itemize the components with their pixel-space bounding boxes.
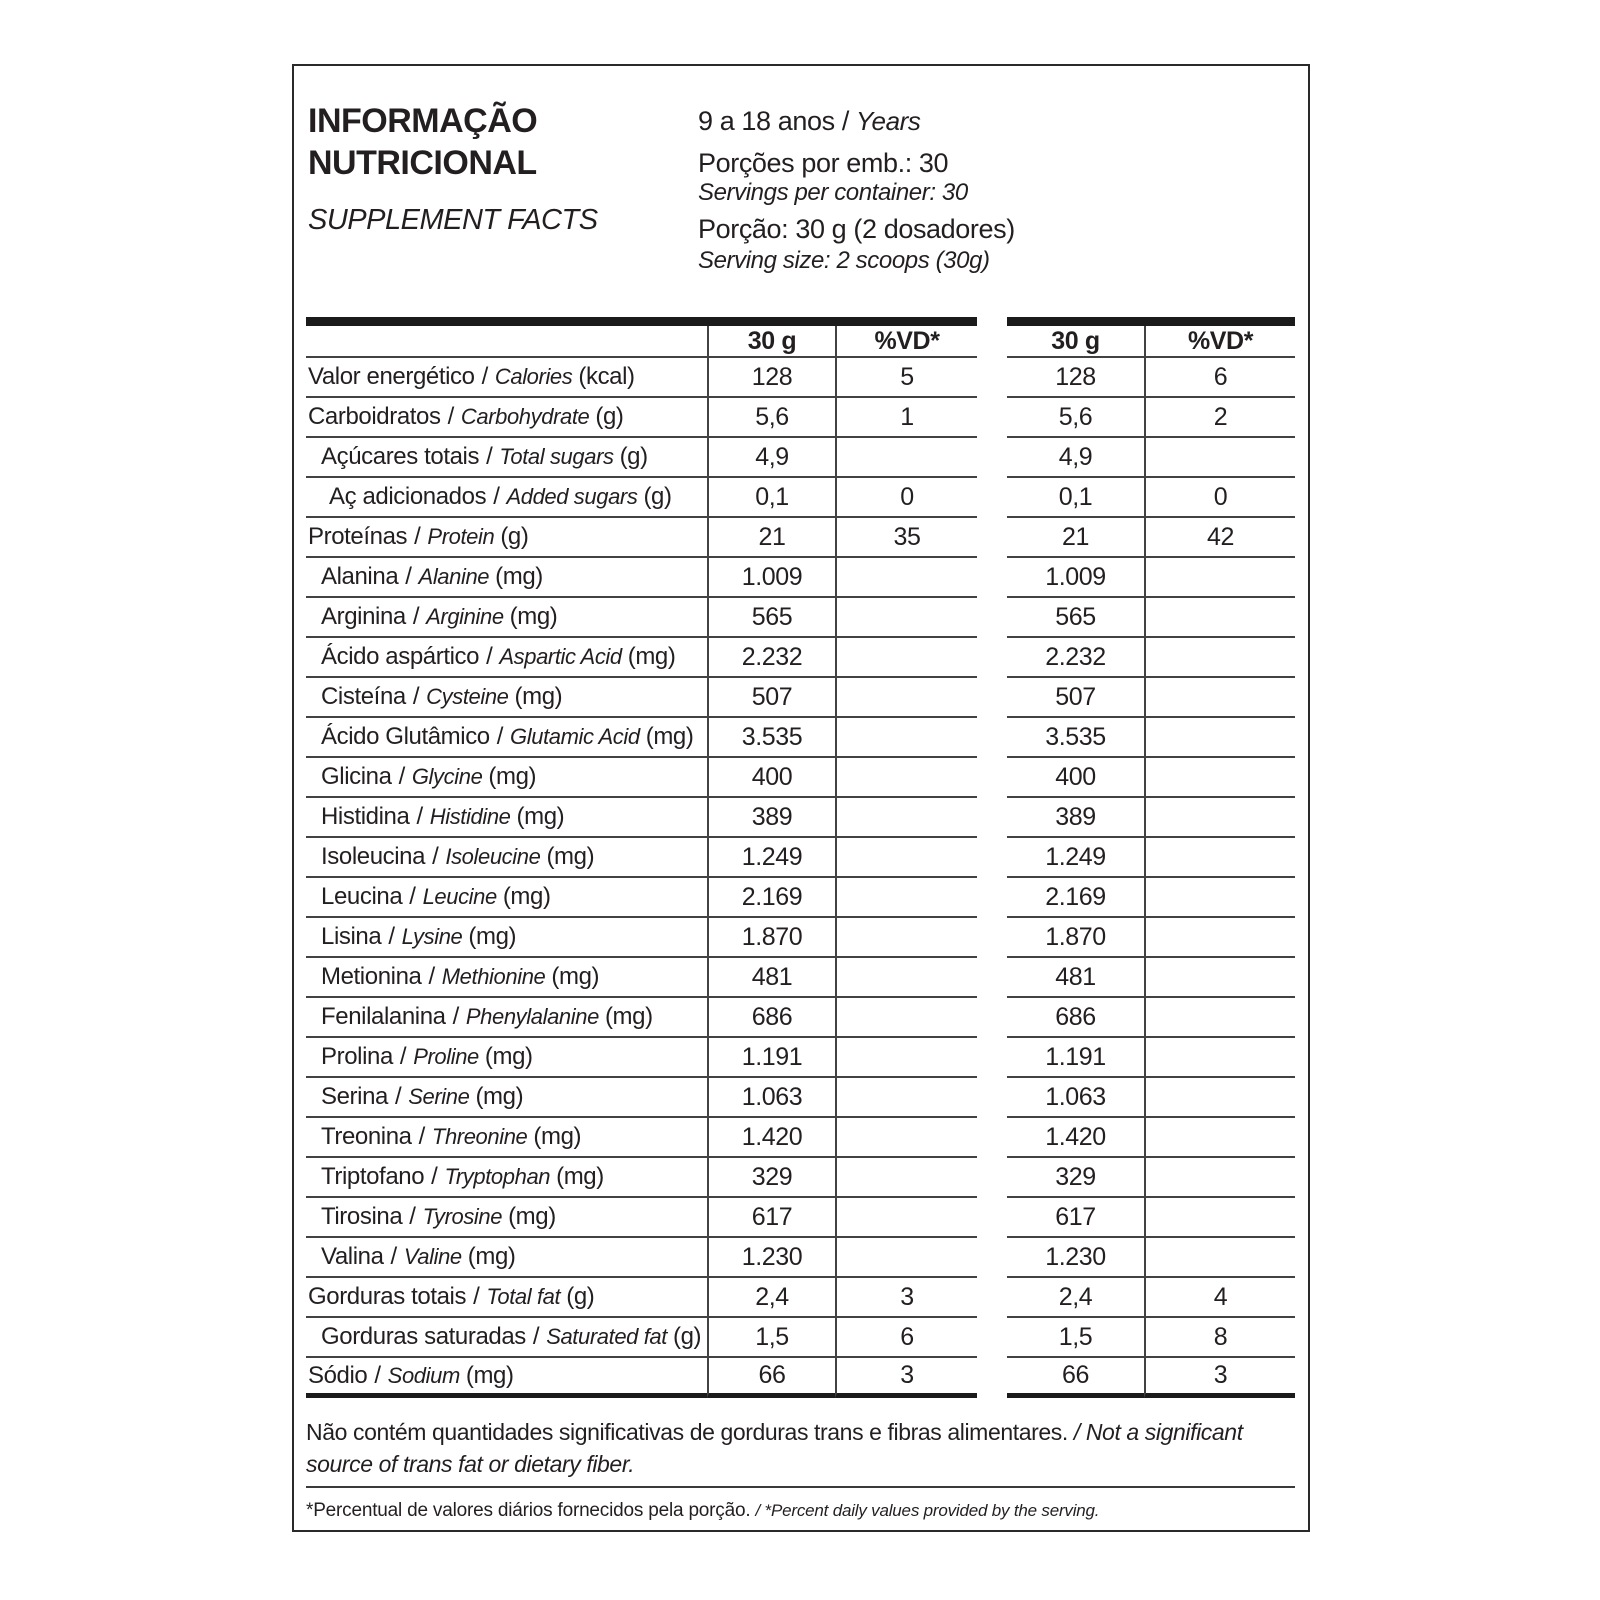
amount-cell-1: 1.063	[707, 1078, 835, 1118]
dv-cell-2: 0	[1144, 478, 1295, 518]
table-gap	[977, 1158, 1007, 1198]
nutrient-name-en: Glutamic Acid	[510, 724, 640, 749]
dv-cell-1: 6	[835, 1318, 977, 1358]
table-gap	[977, 518, 1007, 558]
nutrient-name-en: Glycine	[411, 764, 483, 789]
amount-cell-1: 21	[707, 518, 835, 558]
table-gap	[977, 1238, 1007, 1278]
amount-cell-2: 4,9	[1007, 438, 1144, 478]
amount-cell-1: 1,5	[707, 1318, 835, 1358]
amount-cell-1: 128	[707, 358, 835, 398]
slash-separator: /	[416, 803, 423, 830]
dv-cell-1	[835, 1238, 977, 1278]
nutrient-unit: (mg)	[465, 1361, 514, 1389]
table-gap	[977, 1118, 1007, 1158]
table-gap	[977, 1358, 1007, 1398]
nutrient-name-cell	[306, 678, 707, 718]
slash-separator: /	[496, 723, 504, 750]
nutrient-name-en: Saturated fat	[546, 1324, 667, 1349]
age-group-pt: 9 a 18 anos /	[698, 106, 849, 136]
nutrient-name-en: Histidine	[429, 804, 511, 829]
amount-cell-2: 1.870	[1007, 918, 1144, 958]
dv-cell-2: 6	[1144, 358, 1295, 398]
amount-cell-2: 2,4	[1007, 1278, 1144, 1318]
amount-cell-2: 617	[1007, 1198, 1144, 1238]
nutrient-name-cell	[306, 598, 707, 638]
nutrient-unit: (g)	[619, 443, 648, 470]
nutrient-name-en: Calories	[494, 364, 573, 389]
label-title	[308, 100, 537, 184]
daily-value-footnote-en: / *Percent daily values provided by the serving.	[755, 1501, 1100, 1520]
nutrient-name-en: Serine	[408, 1084, 470, 1109]
amount-cell-1: 1.249	[707, 838, 835, 878]
nutrient-name-pt: Aç adicionados	[329, 483, 487, 510]
nutrient-name-pt: Ácido Glutâmico	[321, 723, 490, 750]
slash-separator: /	[409, 1203, 416, 1230]
nutrient-name-cell	[306, 438, 707, 478]
nutrient-unit: (mg)	[484, 1043, 533, 1070]
table-top-bar-left	[707, 317, 835, 326]
nutrient-unit: (kcal)	[578, 363, 635, 390]
amount-cell-1: 686	[707, 998, 835, 1038]
dv-cell-2	[1144, 1158, 1295, 1198]
dv-cell-1	[835, 438, 977, 478]
table-gap	[977, 326, 1007, 358]
amount-cell-1: 5,6	[707, 398, 835, 438]
nutrient-name-pt: Tirosina	[321, 1203, 403, 1230]
table-gap	[977, 758, 1007, 798]
slash-separator: /	[493, 483, 500, 510]
table-gap	[977, 998, 1007, 1038]
nutrient-unit: (mg)	[533, 1123, 582, 1150]
amount-cell-1: 3.535	[707, 718, 835, 758]
nutrient-name-pt: Leucina	[321, 883, 403, 910]
amount-cell-1: 2,4	[707, 1278, 835, 1318]
dv-cell-1: 3	[835, 1278, 977, 1318]
servings-per-container-en: Servings per container: 30	[698, 179, 968, 206]
amount-cell-2: 686	[1007, 998, 1144, 1038]
dv-cell-2	[1144, 998, 1295, 1038]
table-gap	[977, 1278, 1007, 1318]
nutrient-name-pt: Isoleucina	[321, 843, 426, 870]
slash-separator: /	[473, 1283, 480, 1310]
nutrient-name-pt: Metionina	[321, 963, 422, 990]
table-gap	[977, 1198, 1007, 1238]
nutrient-name-pt: Cisteína	[321, 683, 406, 710]
nutrient-unit: (g)	[500, 523, 529, 550]
slash-separator: /	[409, 883, 416, 910]
nutrient-name-cell	[306, 998, 707, 1038]
amount-cell-2: 21	[1007, 518, 1144, 558]
nutrient-unit: (mg)	[551, 963, 600, 990]
footnote-divider	[306, 1486, 1295, 1488]
amount-cell-1: 481	[707, 958, 835, 998]
amount-cell-1: 400	[707, 758, 835, 798]
nutrient-name-pt: Treonina	[321, 1123, 412, 1150]
nutrient-name-en: Leucine	[422, 884, 497, 909]
slash-separator: /	[428, 963, 435, 990]
dv-cell-2	[1144, 1078, 1295, 1118]
nutrient-unit: (mg)	[516, 803, 565, 830]
nutrient-name-pt: Histidina	[321, 803, 410, 830]
table-gap	[977, 678, 1007, 718]
amount-cell-2: 1.009	[1007, 558, 1144, 598]
table-gap	[977, 558, 1007, 598]
amount-cell-2: 1.063	[1007, 1078, 1144, 1118]
trans-fat-footnote	[306, 1416, 1288, 1480]
nutrient-name-cell	[306, 958, 707, 998]
table-gap	[977, 918, 1007, 958]
amount-cell-1: 329	[707, 1158, 835, 1198]
amount-cell-2: 389	[1007, 798, 1144, 838]
table-gap	[977, 838, 1007, 878]
nutrient-name-cell	[306, 1358, 707, 1398]
daily-value-footnote	[306, 1500, 1288, 1522]
table-gap	[977, 638, 1007, 678]
nutrient-name-pt: Valor energético	[308, 363, 475, 390]
slash-separator: /	[532, 1323, 540, 1350]
nutrient-name-cell	[306, 1198, 707, 1238]
nutrient-unit: (mg)	[604, 1003, 653, 1030]
column-header-dv-2: %VD*	[1144, 326, 1295, 358]
header-spacer-cell	[306, 326, 707, 358]
dv-cell-2	[1144, 1038, 1295, 1078]
slash-separator: /	[481, 363, 488, 390]
amount-cell-2: 400	[1007, 758, 1144, 798]
nutrient-unit: (mg)	[514, 683, 563, 710]
nutrient-unit: (mg)	[556, 1163, 604, 1190]
nutrient-unit: (mg)	[546, 843, 595, 870]
nutrition-label	[292, 64, 1310, 1532]
nutrient-name-en: Threonine	[431, 1124, 528, 1149]
nutrient-name-pt: Prolina	[321, 1043, 393, 1070]
dv-cell-2	[1144, 958, 1295, 998]
nutrient-unit: (mg)	[475, 1083, 524, 1110]
dv-cell-1	[835, 678, 977, 718]
nutrient-name-en: Isoleucine	[445, 844, 541, 869]
amount-cell-1: 1.009	[707, 558, 835, 598]
slash-separator: /	[431, 1163, 438, 1190]
nutrient-name-en: Phenylalanine	[465, 1004, 599, 1029]
amount-cell-2: 5,6	[1007, 398, 1144, 438]
nutrient-unit: (mg)	[508, 1203, 556, 1230]
amount-cell-2: 1,5	[1007, 1318, 1144, 1358]
table-gap	[977, 598, 1007, 638]
table-top-bar-left	[835, 317, 977, 326]
nutrient-name-cell	[306, 1118, 707, 1158]
amount-cell-1: 389	[707, 798, 835, 838]
dv-cell-1	[835, 718, 977, 758]
amount-cell-2: 481	[1007, 958, 1144, 998]
slash-separator: /	[388, 923, 395, 950]
dv-cell-1: 0	[835, 478, 977, 518]
age-group-en: Years	[856, 106, 921, 136]
dv-cell-1	[835, 638, 977, 678]
nutrient-name-pt: Glicina	[321, 763, 392, 790]
nutrient-name-en: Sodium	[387, 1362, 460, 1388]
table-gap	[977, 1038, 1007, 1078]
nutrient-name-pt: Proteínas	[308, 523, 408, 550]
nutrient-name-en: Arginine	[426, 604, 504, 629]
table-gap	[977, 878, 1007, 918]
amount-cell-2: 1.191	[1007, 1038, 1144, 1078]
nutrient-unit: (g)	[595, 403, 624, 430]
table-gap	[977, 798, 1007, 838]
slash-separator: /	[452, 1003, 459, 1030]
amount-cell-2: 0,1	[1007, 478, 1144, 518]
nutrient-name-pt: Sódio	[308, 1361, 368, 1389]
dv-cell-2	[1144, 1238, 1295, 1278]
trans-fat-footnote-en: / Not a significant source of trans fat or dietary fiber.	[306, 1419, 1243, 1477]
dv-cell-1	[835, 918, 977, 958]
dv-cell-1	[835, 998, 977, 1038]
dv-cell-1	[835, 1198, 977, 1238]
dv-cell-2: 42	[1144, 518, 1295, 558]
table-gap	[977, 958, 1007, 998]
slash-separator: /	[447, 403, 454, 430]
nutrient-name-cell	[306, 1038, 707, 1078]
nutrient-name-cell	[306, 478, 707, 518]
nutrient-name-en: Total sugars	[499, 444, 614, 469]
dv-cell-2	[1144, 598, 1295, 638]
nutrient-name-en: Proline	[413, 1044, 479, 1069]
dv-cell-2: 3	[1144, 1358, 1295, 1398]
amount-cell-1: 565	[707, 598, 835, 638]
amount-cell-1: 4,9	[707, 438, 835, 478]
nutrient-name-pt: Carboidratos	[308, 403, 441, 430]
amount-cell-1: 2.169	[707, 878, 835, 918]
nutrient-name-cell	[306, 558, 707, 598]
amount-cell-1: 0,1	[707, 478, 835, 518]
nutrient-name-en: Cysteine	[426, 684, 509, 709]
amount-cell-2: 329	[1007, 1158, 1144, 1198]
slash-separator: /	[432, 843, 439, 870]
nutrient-name-cell	[306, 638, 707, 678]
dv-cell-1	[835, 1078, 977, 1118]
nutrient-name-pt: Arginina	[321, 603, 406, 630]
nutrient-name-en: Lysine	[401, 924, 463, 949]
amount-cell-1: 66	[707, 1358, 835, 1398]
dv-cell-1	[835, 1038, 977, 1078]
nutrient-name-cell	[306, 838, 707, 878]
slash-separator: /	[412, 603, 420, 630]
trans-fat-footnote-pt: Não contém quantidades significativas de gorduras trans e fibras alimentares.	[306, 1419, 1068, 1445]
dv-cell-1	[835, 1158, 977, 1198]
nutrient-name-cell	[306, 758, 707, 798]
serving-size-en: Serving size: 2 scoops (30g)	[698, 247, 990, 274]
dv-cell-2: 4	[1144, 1278, 1295, 1318]
nutrient-name-cell	[306, 1238, 707, 1278]
dv-cell-2	[1144, 918, 1295, 958]
slash-separator: /	[398, 763, 405, 790]
nutrient-name-pt: Triptofano	[321, 1163, 425, 1190]
nutrient-unit: (g)	[566, 1283, 595, 1310]
nutrient-name-pt: Gorduras saturadas	[321, 1323, 526, 1350]
label-title-line1: INFORMAÇÃO	[308, 102, 538, 140]
dv-cell-1: 1	[835, 398, 977, 438]
table-gap	[977, 718, 1007, 758]
nutrient-name-cell	[306, 718, 707, 758]
column-header-amount-2: 30 g	[1007, 326, 1144, 358]
dv-cell-2	[1144, 758, 1295, 798]
amount-cell-2: 66	[1007, 1358, 1144, 1398]
table-gap	[977, 438, 1007, 478]
nutrient-name-pt: Gorduras totais	[308, 1283, 467, 1310]
slash-separator: /	[374, 1361, 381, 1389]
slash-separator: /	[390, 1243, 397, 1270]
dv-cell-1	[835, 758, 977, 798]
nutrient-unit: (mg)	[627, 643, 676, 670]
slash-separator: /	[399, 1043, 407, 1070]
amount-cell-2: 2.232	[1007, 638, 1144, 678]
dv-cell-1: 3	[835, 1358, 977, 1398]
table-gap	[977, 358, 1007, 398]
dv-cell-1: 5	[835, 358, 977, 398]
table-gap	[977, 1078, 1007, 1118]
label-subtitle: SUPPLEMENT FACTS	[308, 204, 598, 236]
nutrient-unit: (mg)	[468, 923, 517, 950]
dv-cell-2	[1144, 638, 1295, 678]
nutrient-unit: (mg)	[488, 763, 537, 790]
nutrient-name-pt: Alanina	[321, 563, 399, 590]
slash-separator: /	[405, 563, 412, 590]
nutrient-name-en: Added sugars	[506, 484, 638, 509]
amount-cell-2: 1.230	[1007, 1238, 1144, 1278]
daily-value-footnote-pt: *Percentual de valores diários fornecidos pela porção.	[306, 1500, 751, 1521]
nutrient-name-cell	[306, 878, 707, 918]
age-group-line	[698, 106, 921, 137]
nutrient-name-en: Aspartic Acid	[499, 644, 622, 669]
table-gap	[977, 317, 1007, 326]
nutrient-name-cell	[306, 1078, 707, 1118]
nutrient-name-en: Alanine	[418, 564, 490, 589]
nutrient-unit: (mg)	[502, 883, 551, 910]
nutrient-name-pt: Açúcares totais	[321, 443, 480, 470]
dv-cell-1	[835, 878, 977, 918]
nutrient-name-cell	[306, 918, 707, 958]
nutrient-name-cell	[306, 518, 707, 558]
amount-cell-1: 507	[707, 678, 835, 718]
amount-cell-1: 1.230	[707, 1238, 835, 1278]
nutrient-name-cell	[306, 398, 707, 438]
nutrient-unit: (g)	[672, 1323, 702, 1350]
nutrient-name-en: Carbohydrate	[460, 404, 590, 429]
dv-cell-2	[1144, 1198, 1295, 1238]
table-top-bar-right	[1144, 317, 1295, 326]
amount-cell-2: 2.169	[1007, 878, 1144, 918]
slash-separator: /	[412, 683, 420, 710]
dv-cell-1	[835, 838, 977, 878]
nutrient-name-pt: Lisina	[321, 923, 382, 950]
nutrient-name-cell	[306, 1318, 707, 1358]
dv-cell-1	[835, 558, 977, 598]
slash-separator: /	[414, 523, 421, 550]
slash-separator: /	[418, 1123, 425, 1150]
amount-cell-2: 128	[1007, 358, 1144, 398]
dv-cell-2	[1144, 718, 1295, 758]
amount-cell-1: 1.191	[707, 1038, 835, 1078]
dv-cell-2	[1144, 1118, 1295, 1158]
nutrient-name-en: Protein	[427, 524, 495, 549]
table-top-bar-right	[1007, 317, 1144, 326]
slash-separator: /	[486, 443, 493, 470]
dv-cell-1	[835, 1118, 977, 1158]
slash-separator: /	[486, 643, 493, 670]
serving-size-pt: Porção: 30 g (2 dosadores)	[698, 214, 1015, 244]
dv-cell-2	[1144, 678, 1295, 718]
dv-cell-2: 8	[1144, 1318, 1295, 1358]
nutrient-name-pt: Valina	[321, 1243, 384, 1270]
dv-cell-2: 2	[1144, 398, 1295, 438]
dv-cell-2	[1144, 838, 1295, 878]
nutrient-name-en: Methionine	[441, 964, 546, 989]
nutrient-unit: (mg)	[645, 723, 694, 750]
dv-cell-2	[1144, 438, 1295, 478]
table-gap	[977, 1318, 1007, 1358]
dv-cell-1: 35	[835, 518, 977, 558]
nutrient-name-cell	[306, 1278, 707, 1318]
amount-cell-1: 1.870	[707, 918, 835, 958]
nutrient-name-en: Tryptophan	[444, 1164, 551, 1189]
amount-cell-2: 1.249	[1007, 838, 1144, 878]
column-header-dv-1: %VD*	[835, 326, 977, 358]
nutrient-name-pt: Serina	[321, 1083, 388, 1110]
amount-cell-1: 2.232	[707, 638, 835, 678]
dv-cell-1	[835, 958, 977, 998]
nutrient-unit: (mg)	[509, 603, 558, 630]
table-top-bar-left	[306, 317, 707, 326]
nutrient-name-cell	[306, 1158, 707, 1198]
table-gap	[977, 398, 1007, 438]
slash-separator: /	[394, 1083, 402, 1110]
nutrient-name-cell	[306, 358, 707, 398]
table-gap	[977, 478, 1007, 518]
dv-cell-2	[1144, 878, 1295, 918]
column-header-amount-1: 30 g	[707, 326, 835, 358]
nutrient-name-en: Total fat	[486, 1284, 561, 1309]
dv-cell-2	[1144, 558, 1295, 598]
nutrient-name-en: Valine	[403, 1244, 462, 1269]
dv-cell-1	[835, 798, 977, 838]
dv-cell-1	[835, 598, 977, 638]
nutrition-facts-table	[306, 317, 1295, 1398]
nutrient-name-en: Tyrosine	[422, 1204, 503, 1229]
amount-cell-1: 617	[707, 1198, 835, 1238]
nutrient-name-pt: Ácido aspártico	[321, 643, 480, 670]
nutrient-unit: (mg)	[495, 563, 543, 590]
nutrient-name-pt: Fenilalanina	[321, 1003, 446, 1030]
amount-cell-1: 1.420	[707, 1118, 835, 1158]
amount-cell-2: 3.535	[1007, 718, 1144, 758]
nutrient-unit: (mg)	[467, 1243, 516, 1270]
servings-per-container-pt: Porções por emb.: 30	[698, 148, 949, 178]
dv-cell-2	[1144, 798, 1295, 838]
label-title-line2: NUTRICIONAL	[308, 144, 537, 182]
amount-cell-2: 507	[1007, 678, 1144, 718]
nutrient-name-cell	[306, 798, 707, 838]
nutrient-unit: (g)	[643, 483, 672, 510]
amount-cell-2: 1.420	[1007, 1118, 1144, 1158]
amount-cell-2: 565	[1007, 598, 1144, 638]
